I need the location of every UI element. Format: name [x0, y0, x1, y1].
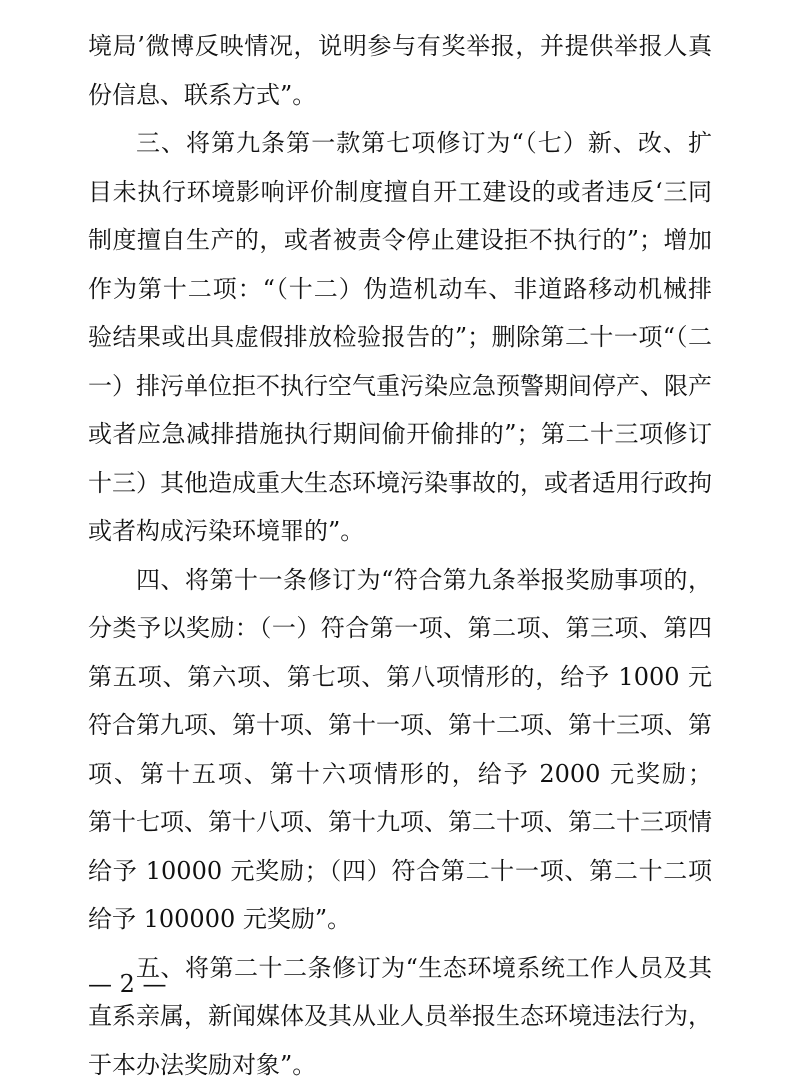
text-line: 第五项、第六项、第七项、第八项情形的，给予 1000 元 — [88, 653, 712, 702]
paragraph-3-start: 三、将第九条第一款第七项修订为“（七）新、改、扩 — [88, 119, 712, 168]
paragraph-5-start: 五、将第二十二条修订为“生态环境系统工作人员及其 — [88, 944, 712, 993]
text-line: 项、第十五项、第十六项情形的，给予 2000 元奖励； — [88, 750, 712, 799]
text-line: 作为第十二项：“（十二）伪造机动车、非道路移动机械排 — [88, 265, 712, 314]
text-line: 或者应急减排措施执行期间偷开偷排的”；第二十三项修订 — [88, 410, 712, 459]
text-line: 份信息、联系方式”。 — [88, 71, 712, 120]
text-line: 于本办法奖励对象”。 — [88, 1041, 712, 1089]
text-line: 或者构成污染环境罪的”。 — [88, 507, 712, 556]
page-number: — 2 — — [88, 964, 167, 1004]
text-line: 一）排污单位拒不执行空气重污染应急预警期间停产、限产 — [88, 362, 712, 411]
text-line: 境局’微博反映情况，说明参与有奖举报，并提供举报人真 — [88, 22, 712, 71]
text-line: 给予 10000 元奖励；（四）符合第二十一项、第二十二项 — [88, 847, 712, 896]
text-line: 验结果或出具虚假排放检验报告的”；删除第二十一项“（二 — [88, 313, 712, 362]
text-line: 第十七项、第十八项、第十九项、第二十项、第二十三项情 — [88, 798, 712, 847]
text-line: 十三）其他造成重大生态环境污染事故的，或者适用行政拘 — [88, 459, 712, 508]
text-line: 目未执行环境影响评价制度擅自开工建设的或者违反‘三同 — [88, 168, 712, 217]
document-body — [88, 22, 712, 1089]
text-line: 符合第九项、第十项、第十一项、第十二项、第十三项、第 — [88, 701, 712, 750]
text-line: 分类予以奖励：（一）符合第一项、第二项、第三项、第四 — [88, 604, 712, 653]
paragraph-4-start: 四、将第十一条修订为“符合第九条举报奖励事项的， — [88, 556, 712, 605]
text-line: 制度擅自生产的，或者被责令停止建设拒不执行的”；增加 — [88, 216, 712, 265]
text-line: 给予 100000 元奖励”。 — [88, 895, 712, 944]
text-line: 直系亲属，新闻媒体及其从业人员举报生态环境违法行为， — [88, 992, 712, 1041]
